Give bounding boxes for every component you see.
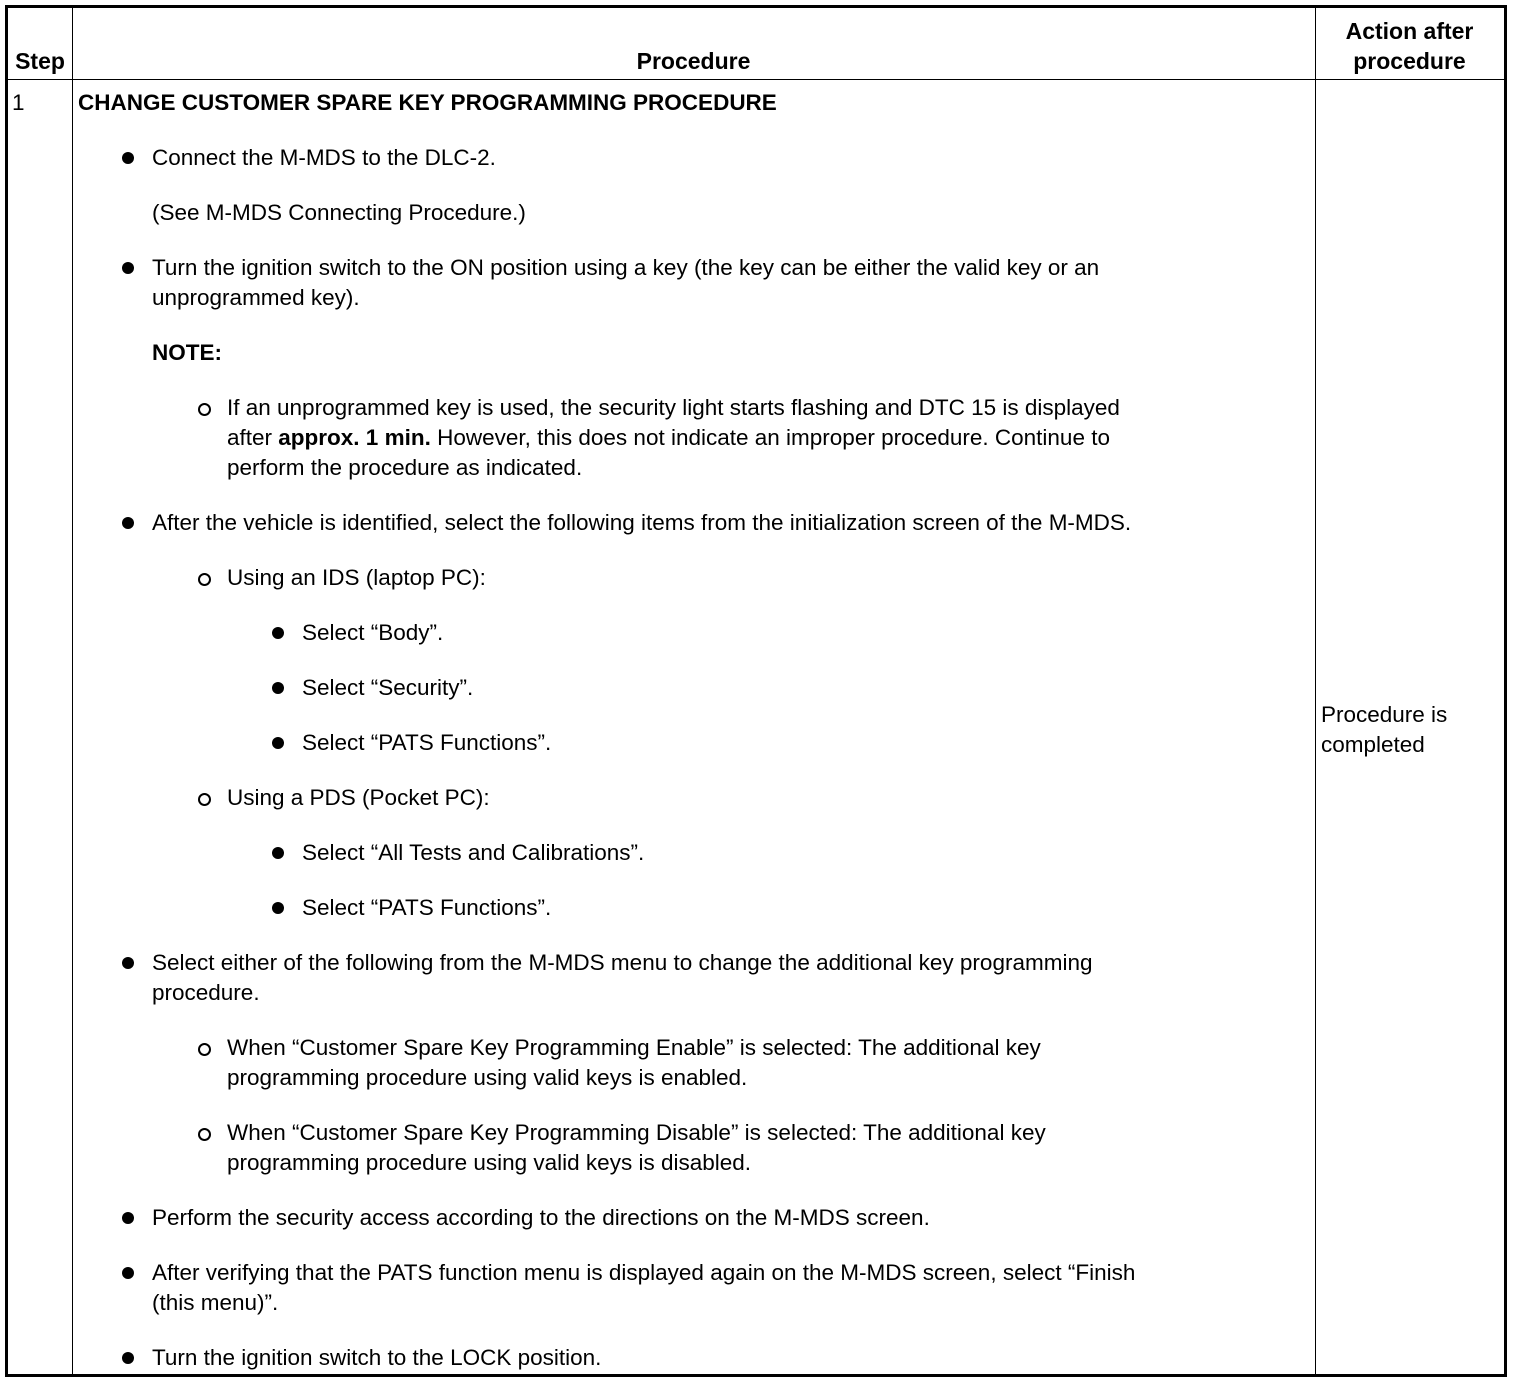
option-enable-line2: programming procedure using valid keys is enabled. <box>227 1065 748 1090</box>
note-label: NOTE: <box>152 340 222 365</box>
step-number: 1 <box>12 90 25 115</box>
step-finish-line2: (this menu)”. <box>152 1290 279 1315</box>
substep-ids-pats: Select “PATS Functions”. <box>302 730 552 755</box>
note-line2 <box>227 423 1110 453</box>
bullet-icon <box>122 1352 134 1364</box>
step-ignition-on-line2: unprogrammed key). <box>152 285 360 310</box>
bullet-icon <box>122 1212 134 1224</box>
procedure-table <box>5 5 1507 1377</box>
circle-bullet-icon <box>198 1043 211 1056</box>
step-select-items: After the vehicle is identified, select the following items from the initialization screen of the M-MDS. <box>152 510 1132 535</box>
step-connect: Connect the M-MDS to the DLC-2. <box>152 145 496 170</box>
circle-bullet-icon <box>198 793 211 806</box>
header-action-line2: procedure <box>1353 48 1466 74</box>
header-procedure: Procedure <box>636 48 751 74</box>
step-ignition-lock: Turn the ignition switch to the LOCK position. <box>152 1345 602 1370</box>
action-line2: completed <box>1321 732 1425 757</box>
substep-pds-pats: Select “PATS Functions”. <box>302 895 552 920</box>
note-line2-post: However, this does not indicate an improper procedure. Continue to <box>430 425 1110 450</box>
substep-ids: Using an IDS (laptop PC): <box>227 565 486 590</box>
option-disable-line1: When “Customer Spare Key Programming Disable” is selected: The additional key <box>227 1120 1046 1145</box>
bullet-icon <box>272 627 284 639</box>
step-security-access: Perform the security access according to the directions on the M-MDS screen. <box>152 1205 930 1230</box>
step-change-procedure-line1: Select either of the following from the M-MDS menu to change the additional key programming <box>152 950 1093 975</box>
header-action-line1: Action after <box>1345 18 1474 44</box>
step-connect-reference: (See M-MDS Connecting Procedure.) <box>152 200 526 225</box>
step-finish-line1: After verifying that the PATS function menu is displayed again on the M-MDS screen, select “Finish <box>152 1260 1136 1285</box>
bullet-icon <box>122 1267 134 1279</box>
header-divider <box>8 79 1504 80</box>
circle-bullet-icon <box>198 403 211 416</box>
bullet-icon <box>122 957 134 969</box>
bullet-icon <box>272 902 284 914</box>
bullet-icon <box>122 517 134 529</box>
note-line3: perform the procedure as indicated. <box>227 455 583 480</box>
step-change-procedure-line2: procedure. <box>152 980 260 1005</box>
bullet-icon <box>272 737 284 749</box>
step-ignition-on-line1: Turn the ignition switch to the ON position using a key (the key can be either the valid key or an <box>152 255 1100 280</box>
substep-pds-all-tests: Select “All Tests and Calibrations”. <box>302 840 645 865</box>
header-action <box>1315 16 1504 76</box>
bullet-icon <box>122 262 134 274</box>
action-line1: Procedure is <box>1321 702 1448 727</box>
header-step: Step <box>15 48 65 74</box>
option-enable-line1: When “Customer Spare Key Programming Enable” is selected: The additional key <box>227 1035 1041 1060</box>
option-disable-line2: programming procedure using valid keys is disabled. <box>227 1150 752 1175</box>
circle-bullet-icon <box>198 1128 211 1141</box>
substep-pds: Using a PDS (Pocket PC): <box>227 785 490 810</box>
procedure-title: CHANGE CUSTOMER SPARE KEY PROGRAMMING PROCEDURE <box>78 90 777 115</box>
column-divider <box>72 8 73 1374</box>
note-line1: If an unprogrammed key is used, the security light starts flashing and DTC 15 is displayed <box>227 395 1120 420</box>
column-divider <box>1315 8 1316 1374</box>
substep-ids-body: Select “Body”. <box>302 620 444 645</box>
bullet-icon <box>272 847 284 859</box>
note-line2-pre: after <box>227 425 279 450</box>
note-line2-bold: approx. 1 min. <box>278 425 431 450</box>
bullet-icon <box>272 682 284 694</box>
circle-bullet-icon <box>198 573 211 586</box>
bullet-icon <box>122 152 134 164</box>
substep-ids-security: Select “Security”. <box>302 675 474 700</box>
